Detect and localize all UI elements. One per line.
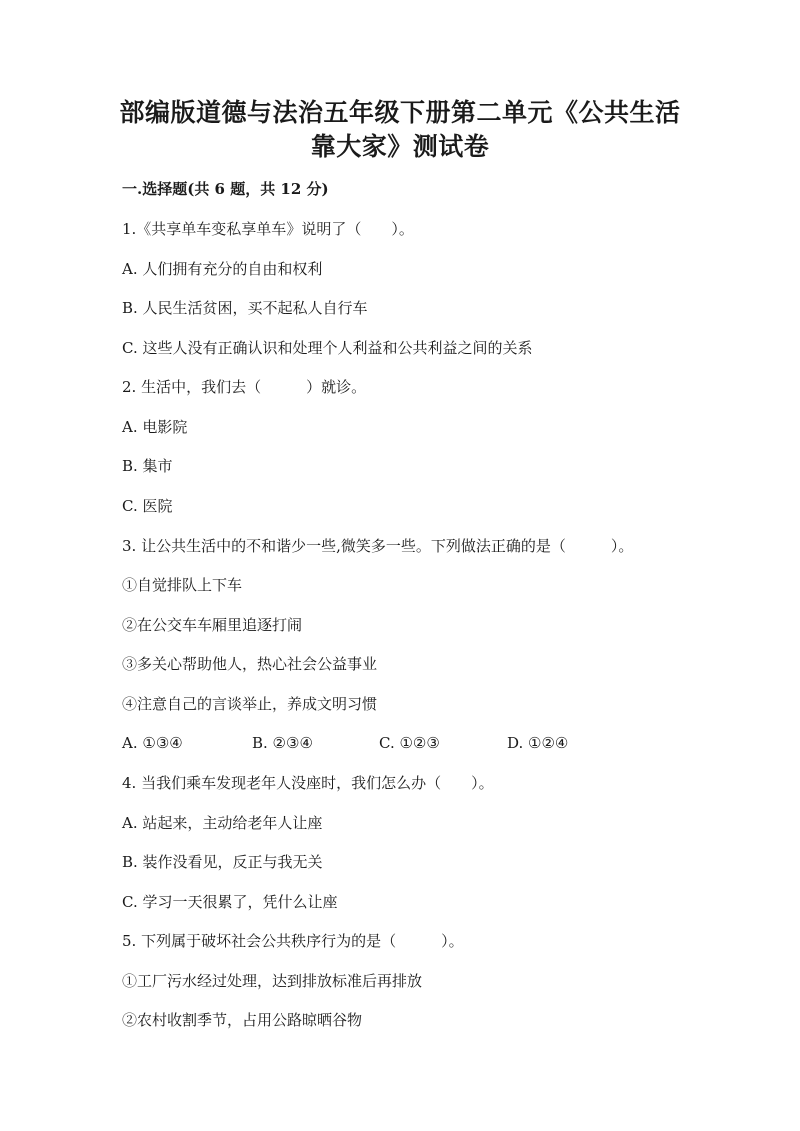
question-2-option-c: C. 医院 xyxy=(122,497,173,515)
question-4-option-a: A. 站起来，主动给老年人让座 xyxy=(122,814,323,832)
page-title-line2: 靠大家》测试卷 xyxy=(310,132,490,161)
question-1-option-b: B. 人民生活贫困，买不起私人自行车 xyxy=(122,299,368,317)
question-4-option-b: B. 装作没看见，反正与我无关 xyxy=(122,853,323,871)
question-2-option-b: B. 集市 xyxy=(122,457,173,475)
question-3-statement-2: ②在公交车车厢里追逐打闹 xyxy=(122,616,303,634)
question-3-statement-1: ①自觉排队上下车 xyxy=(122,576,243,594)
question-3-statement-4: ④注意自己的言谈举止，养成文明习惯 xyxy=(122,695,378,713)
question-2-stem: 2. 生活中，我们去（ ）就诊。 xyxy=(122,378,367,396)
question-3-option-d: D. ①②④ xyxy=(507,734,569,752)
question-1-stem: 1.《共享单车变私享单车》说明了（ ）。 xyxy=(122,220,414,238)
question-5-statement-1: ①工厂污水经过处理，达到排放标准后再排放 xyxy=(122,972,423,990)
question-3-option-b: B. ②③④ xyxy=(252,734,313,752)
question-3-option-a: A. ①③④ xyxy=(122,734,183,752)
section-heading: 一.选择题(共 6 题，共 12 分) xyxy=(122,180,329,198)
question-4-option-c: C. 学习一天很累了，凭什么让座 xyxy=(122,893,338,911)
question-5-stem: 5. 下列属于破坏社会公共秩序行为的是（ ）。 xyxy=(122,932,464,950)
page-title-line1: 部编版道德与法治五年级下册第二单元《公共生活 xyxy=(119,98,681,127)
question-1-option-a: A. 人们拥有充分的自由和权利 xyxy=(122,260,323,278)
question-4-stem: 4. 当我们乘车发现老年人没座时，我们怎么办（ ）。 xyxy=(122,774,494,792)
question-1-option-c: C. 这些人没有正确认识和处理个人利益和公共利益之间的关系 xyxy=(122,339,533,357)
question-2-option-a: A. 电影院 xyxy=(122,418,188,436)
question-3-stem: 3. 让公共生活中的不和谐少一些,微笑多一些。下列做法正确的是（ ）。 xyxy=(122,537,634,555)
question-5-statement-2: ②农村收割季节，占用公路晾晒谷物 xyxy=(122,1011,363,1029)
question-3-option-c: C. ①②③ xyxy=(379,734,440,752)
question-3-statement-3: ③多关心帮助他人，热心社会公益事业 xyxy=(122,655,378,673)
